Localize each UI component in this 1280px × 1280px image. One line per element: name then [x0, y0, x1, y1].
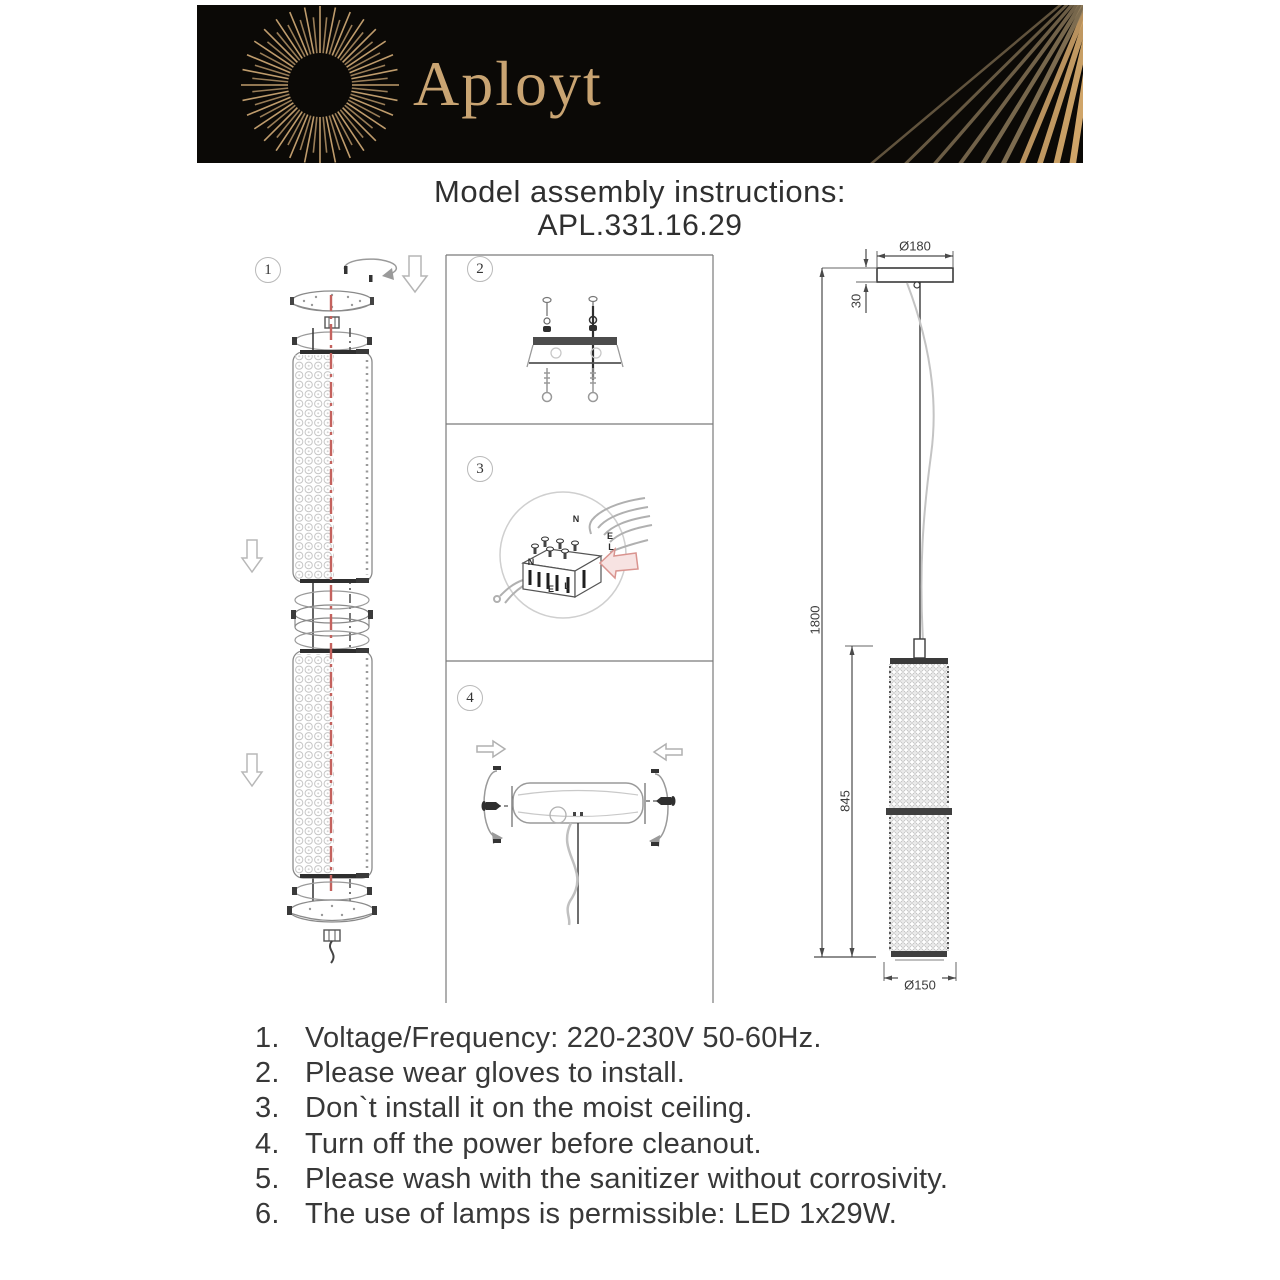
- instruction-item: [255, 1162, 1085, 1197]
- wire-label-l-right: L: [608, 542, 614, 552]
- instruction-text: Please wear gloves to install.: [305, 1057, 685, 1090]
- instruction-item: [255, 1056, 1085, 1091]
- instruction-text: Don`t install it on the moist ceiling.: [305, 1092, 753, 1125]
- right-arrow-icon: [477, 741, 505, 757]
- step-number-2: 2: [467, 256, 493, 282]
- down-arrow-icon: [242, 540, 262, 572]
- instruction-text: Please wash with the sanitizer without corrosivity.: [305, 1162, 949, 1195]
- instruction-text: Turn off the power before cleanout.: [305, 1127, 762, 1160]
- dim-canopy-diameter: Ø180: [899, 238, 931, 254]
- step3-wiring-detail: [494, 492, 652, 618]
- instruction-number: 4.: [255, 1127, 280, 1160]
- banner-artwork: [197, 5, 1083, 163]
- title-block: [0, 175, 1280, 242]
- wire-label-e-right: E: [606, 531, 614, 541]
- dim-body-diameter: Ø150: [904, 977, 936, 993]
- dim-suspension-height: 1800: [807, 605, 823, 635]
- down-arrow-icon: [242, 754, 262, 786]
- instruction-item: [255, 1021, 1085, 1056]
- wire-label-n-top: N: [572, 514, 580, 524]
- step-number-3: 3: [467, 456, 493, 482]
- step-number-4: 4: [457, 685, 483, 711]
- instruction-item: [255, 1127, 1085, 1162]
- rotate-arrow-icon: [382, 268, 394, 280]
- wire-label-n-left: N: [527, 557, 535, 567]
- instruction-text: The use of lamps is permissible: LED 1x29W.: [305, 1198, 898, 1231]
- panel-borders: [446, 255, 713, 1003]
- wire-label-l-bottom: L: [564, 581, 570, 591]
- instruction-number: 5.: [255, 1162, 280, 1195]
- sunburst-center: [289, 54, 351, 116]
- step-number-1: 1: [255, 257, 281, 283]
- down-arrow-icon: [403, 256, 427, 292]
- left-arrow-icon: [654, 744, 682, 760]
- instruction-number: 6.: [255, 1198, 280, 1231]
- assembly-diagram: [0, 245, 1280, 1025]
- instruction-item: [255, 1091, 1085, 1126]
- instruction-text: Voltage/Frequency: 220-230V 50-60Hz.: [305, 1022, 822, 1054]
- instruction-number: 2.: [255, 1057, 280, 1090]
- instruction-number: 3.: [255, 1092, 280, 1125]
- page-title: Model assembly instructions:: [434, 174, 846, 209]
- model-number: APL.331.16.29: [537, 209, 743, 242]
- dim-canopy-height: 30: [848, 293, 864, 309]
- instruction-item: [255, 1197, 1085, 1232]
- dimension-drawing: [814, 249, 956, 981]
- step4-canopy-fixing: [477, 741, 682, 925]
- wire-label-e-bottom: E: [547, 584, 555, 594]
- instruction-number: 1.: [255, 1022, 280, 1054]
- corner-rays-decoration: [704, 5, 1083, 163]
- brand-logo-text: Aployt: [413, 48, 603, 119]
- step1-exploded-view: [242, 256, 427, 963]
- dim-body-height: 845: [837, 790, 853, 812]
- instruction-list: [255, 1021, 1085, 1232]
- brand-banner: [197, 5, 1083, 163]
- step2-mounting-bracket: [527, 297, 623, 402]
